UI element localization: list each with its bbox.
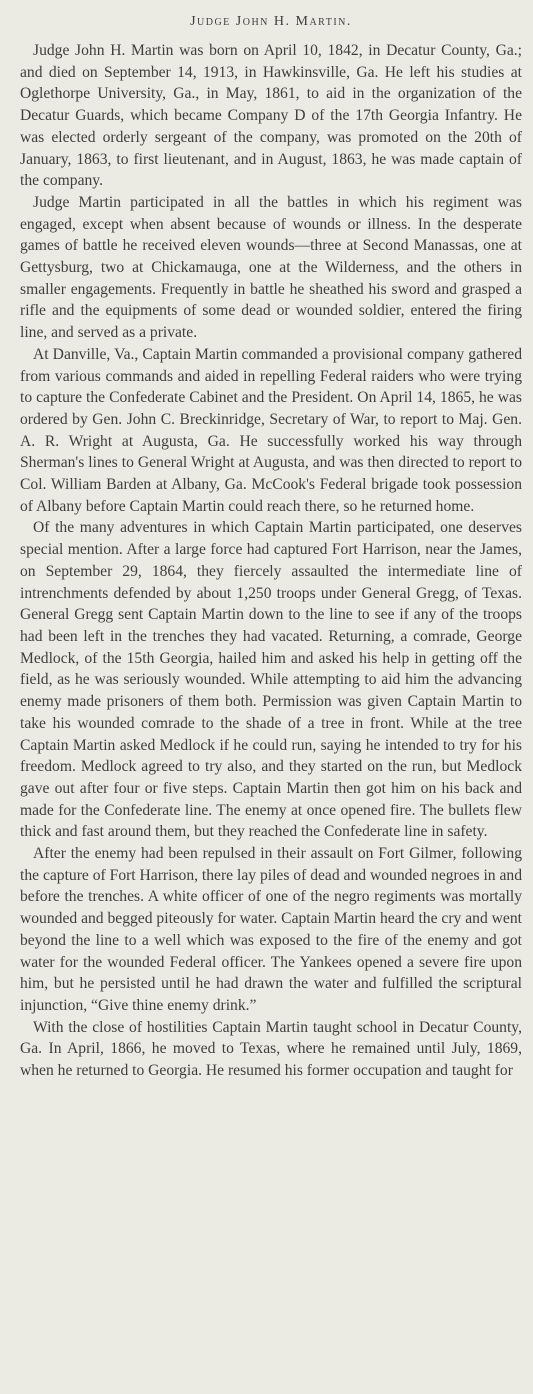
paragraph-danville-command: At Danville, Va., Captain Martin commanded a provisional company gathered from various commands and aided in repelling Federal raiders who were trying to capture the Confederate Cabinet and the President. On April 14, 1865, he was ordered by Gen. John C. Breckinridge, Secretary of War, to report to Maj. Gen. A. R. Wright at Augusta, Ga. He successfully worked his way through Sherman's lines to General Wright at Augusta, and was then directed to report to Col. William Barden at Albany, Ga. McCook's Federal brigade took possession of Albany before Captain Martin could reach there, so he returned home. bbox=[20, 345, 522, 515]
paragraph-medlock-rescue: Of the many adventures in which Captain Martin participated, one deserves special mention. After a large force had captured Fort Harrison, near the James, on September 29, 1864, they fiercely assaulted the intermediate line of intrenchments defended by about 1,250 troops under General Gregg, of Texas. General Gregg sent Captain Martin down to the line to see if any of the troops had been left in the trenches they had vacated. Returning, a comrade, George Medlock, of the 15th Georgia, hailed him and asked his help in getting off the field, as he was seriously wounded. While attempting to aid him the advancing enemy made prisoners of them both. Permission was given Captain Martin to take his wounded comrade to the shade of a tree in front. While at the tree Captain Martin asked Medlock if he could run, saying he intended to try for his freedom. Medlock agreed to try also, and they started on the run, but Medlock gave out after four or five steps. Captain Martin then got him on his back and made for the Confederate line. The enemy at once opened fire. The bullets flew thick and fast around them, but they reached the Confederate line in safety. bbox=[20, 519, 522, 841]
paragraph-battles-and-wounds: Judge Martin participated in all the battles in which his regiment was engaged, except when absent because of wounds or illness. In the desperate games of battle he received eleven wounds—three at Second Manassas, one at Gettysburg, two at Chickamauga, one at the Wilderness, and the others in smaller engagements. Frequently in battle he sheathed his sword and grasped a rifle and the equipments of some dead or wounded soldier, entered the firing line, and served as a private. bbox=[20, 193, 522, 342]
paragraph-after-war: With the close of hostilities Captain Martin taught school in Decatur County, Ga. In April, 1866, he moved to Texas, where he remained until July, 1869, when he returned to Georgia. He resumed his former occupation and taught for bbox=[20, 1018, 522, 1080]
paragraph-birth-and-service: Judge John H. Martin was born on April 10, 1842, in Decatur County, Ga.; and died on September 14, 1913, in Hawkinsville, Ga. He left his studies at Oglethorpe University, Ga., in May, 1861, to aid in the organization of the Decatur Guards, which became Company D of the 17th Georgia Infantry. He was elected orderly sergeant of the company, was promoted on the 20th of January, 1863, to first lieutenant, and in August, 1863, he was made captain of the company. bbox=[20, 42, 522, 190]
article-title: Judge John H. Martin. bbox=[190, 14, 352, 29]
paragraph-fort-gilmer-water: After the enemy had been repulsed in their assault on Fort Gilmer, following the capture of Fort Harrison, there lay piles of dead and wounded negroes in and before the trenches. A white officer of one of the negro regiments was mortally wounded and begged piteously for water. Captain Martin heard the cry and went beyond the line to a well which was exposed to the fire of the enemy and got water for the wounded Federal officer. The Yankees opened a severe fire upon him, but he persisted until he had drawn the water and fulfilled the scriptural injunction, “Give thine enemy drink.” bbox=[20, 845, 522, 1014]
